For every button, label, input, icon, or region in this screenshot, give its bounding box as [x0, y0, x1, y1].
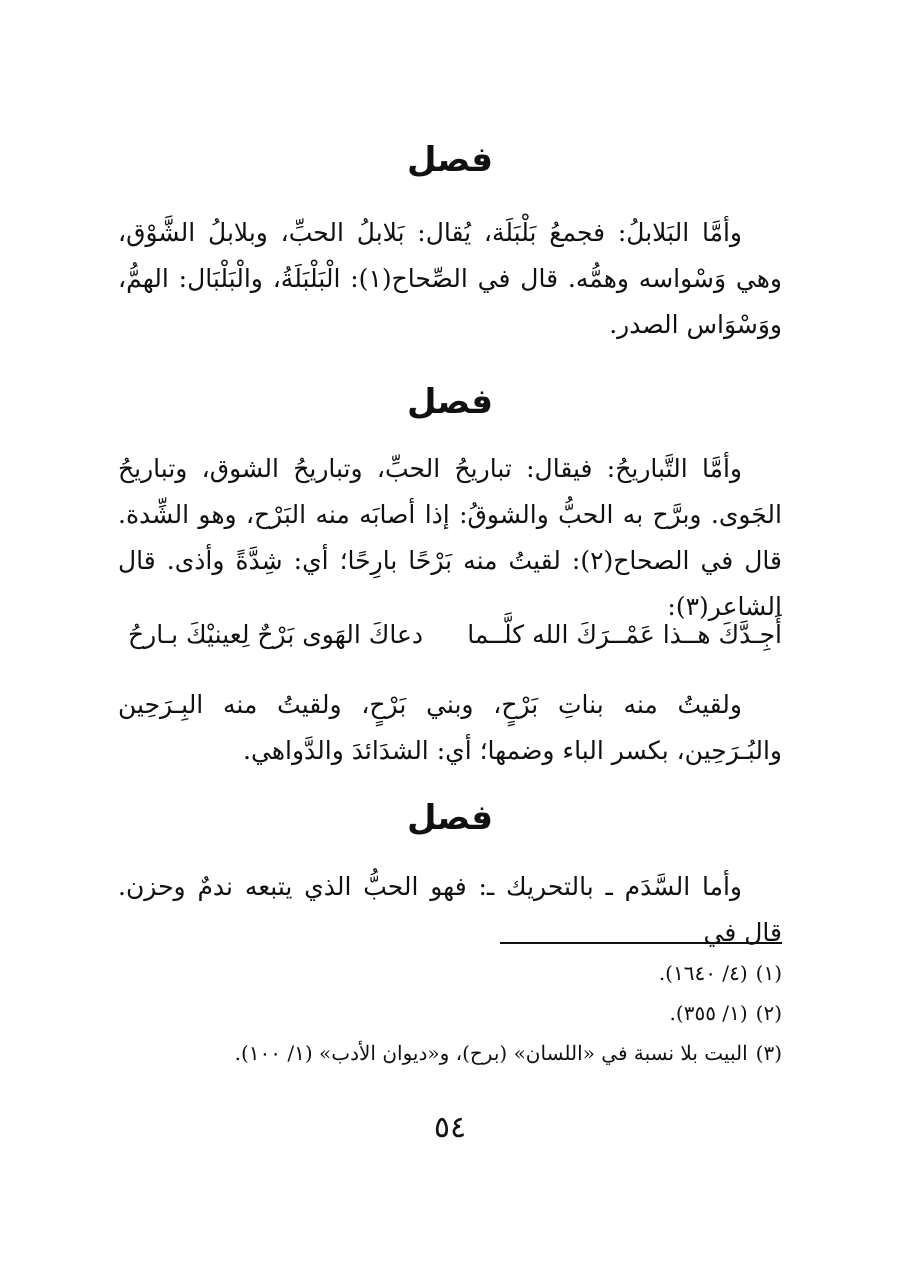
poetry-verse — [118, 612, 782, 658]
section-3-paragraph: وأما السَّدَم ـ بالتحريك ـ: فهو الحبُّ الذي يتبعه ندمٌ وحزن. قال في — [118, 872, 782, 947]
verse-first-hemistich: أَجِـدَّكَ هــذا عَمْــرَكَ الله كلَّــما — [467, 620, 782, 649]
section-2-after-verse: ولقيتُ منه بناتِ بَرْحٍ، وبني بَرْحٍ، ولقيتُ منه البِـرَحِين والبُـرَحِين، بكسر الباء وضمها؛ أي: الشدَائدَ والدَّواهي. — [118, 690, 782, 765]
section-heading-2: فصل — [406, 382, 494, 422]
footnote-1: (١)(٤/ ١٦٤٠). — [658, 961, 782, 985]
section-2-paragraph: وأمَّا التَّباريحُ: فيقال: تباريحُ الحبِّ، وتباريحُ الشوق، وتباريحُ الجَوى. وبرَّح به الحبُّ والشوقُ: إذا أصابَه منه البَرْح، وهو الشِّدة. قال في الصحاح(٢): لقيتُ منه بَرْحًا بارِحًا؛ أي: شِدَّةً وأذى. قال الشاعر(٣): — [118, 454, 782, 621]
verse-second-hemistich: دعاكَ الهَوى بَرْحٌ لِعينيْكَ بـارحُ — [128, 620, 424, 649]
footnote-3: (٣)البيت بلا نسبة في «اللسان» (برح)، و«ديوان الأدب» (١/ ١٠٠). — [234, 1041, 782, 1065]
section-1-paragraph: وأمَّا البَلابلُ: فجمعُ بَلْبَلَة، يُقال: بَلابلُ الحبِّ، وبلابلُ الشَّوْق، وهي وَسْواسه وهمُّه. قال في الصِّحاح(١): الْبَلْبَلَةُ، والْبَلْبَال: الهمُّ، ووَسْوَاس الصدر. — [118, 218, 782, 339]
footnote-separator — [500, 942, 782, 944]
page-number: ٥٤ — [433, 1110, 467, 1145]
footnote-2: (٢)(١/ ٣٥٥). — [669, 1001, 782, 1025]
section-heading-3: فصل — [406, 798, 494, 838]
section-heading-1: فصل — [406, 140, 494, 180]
